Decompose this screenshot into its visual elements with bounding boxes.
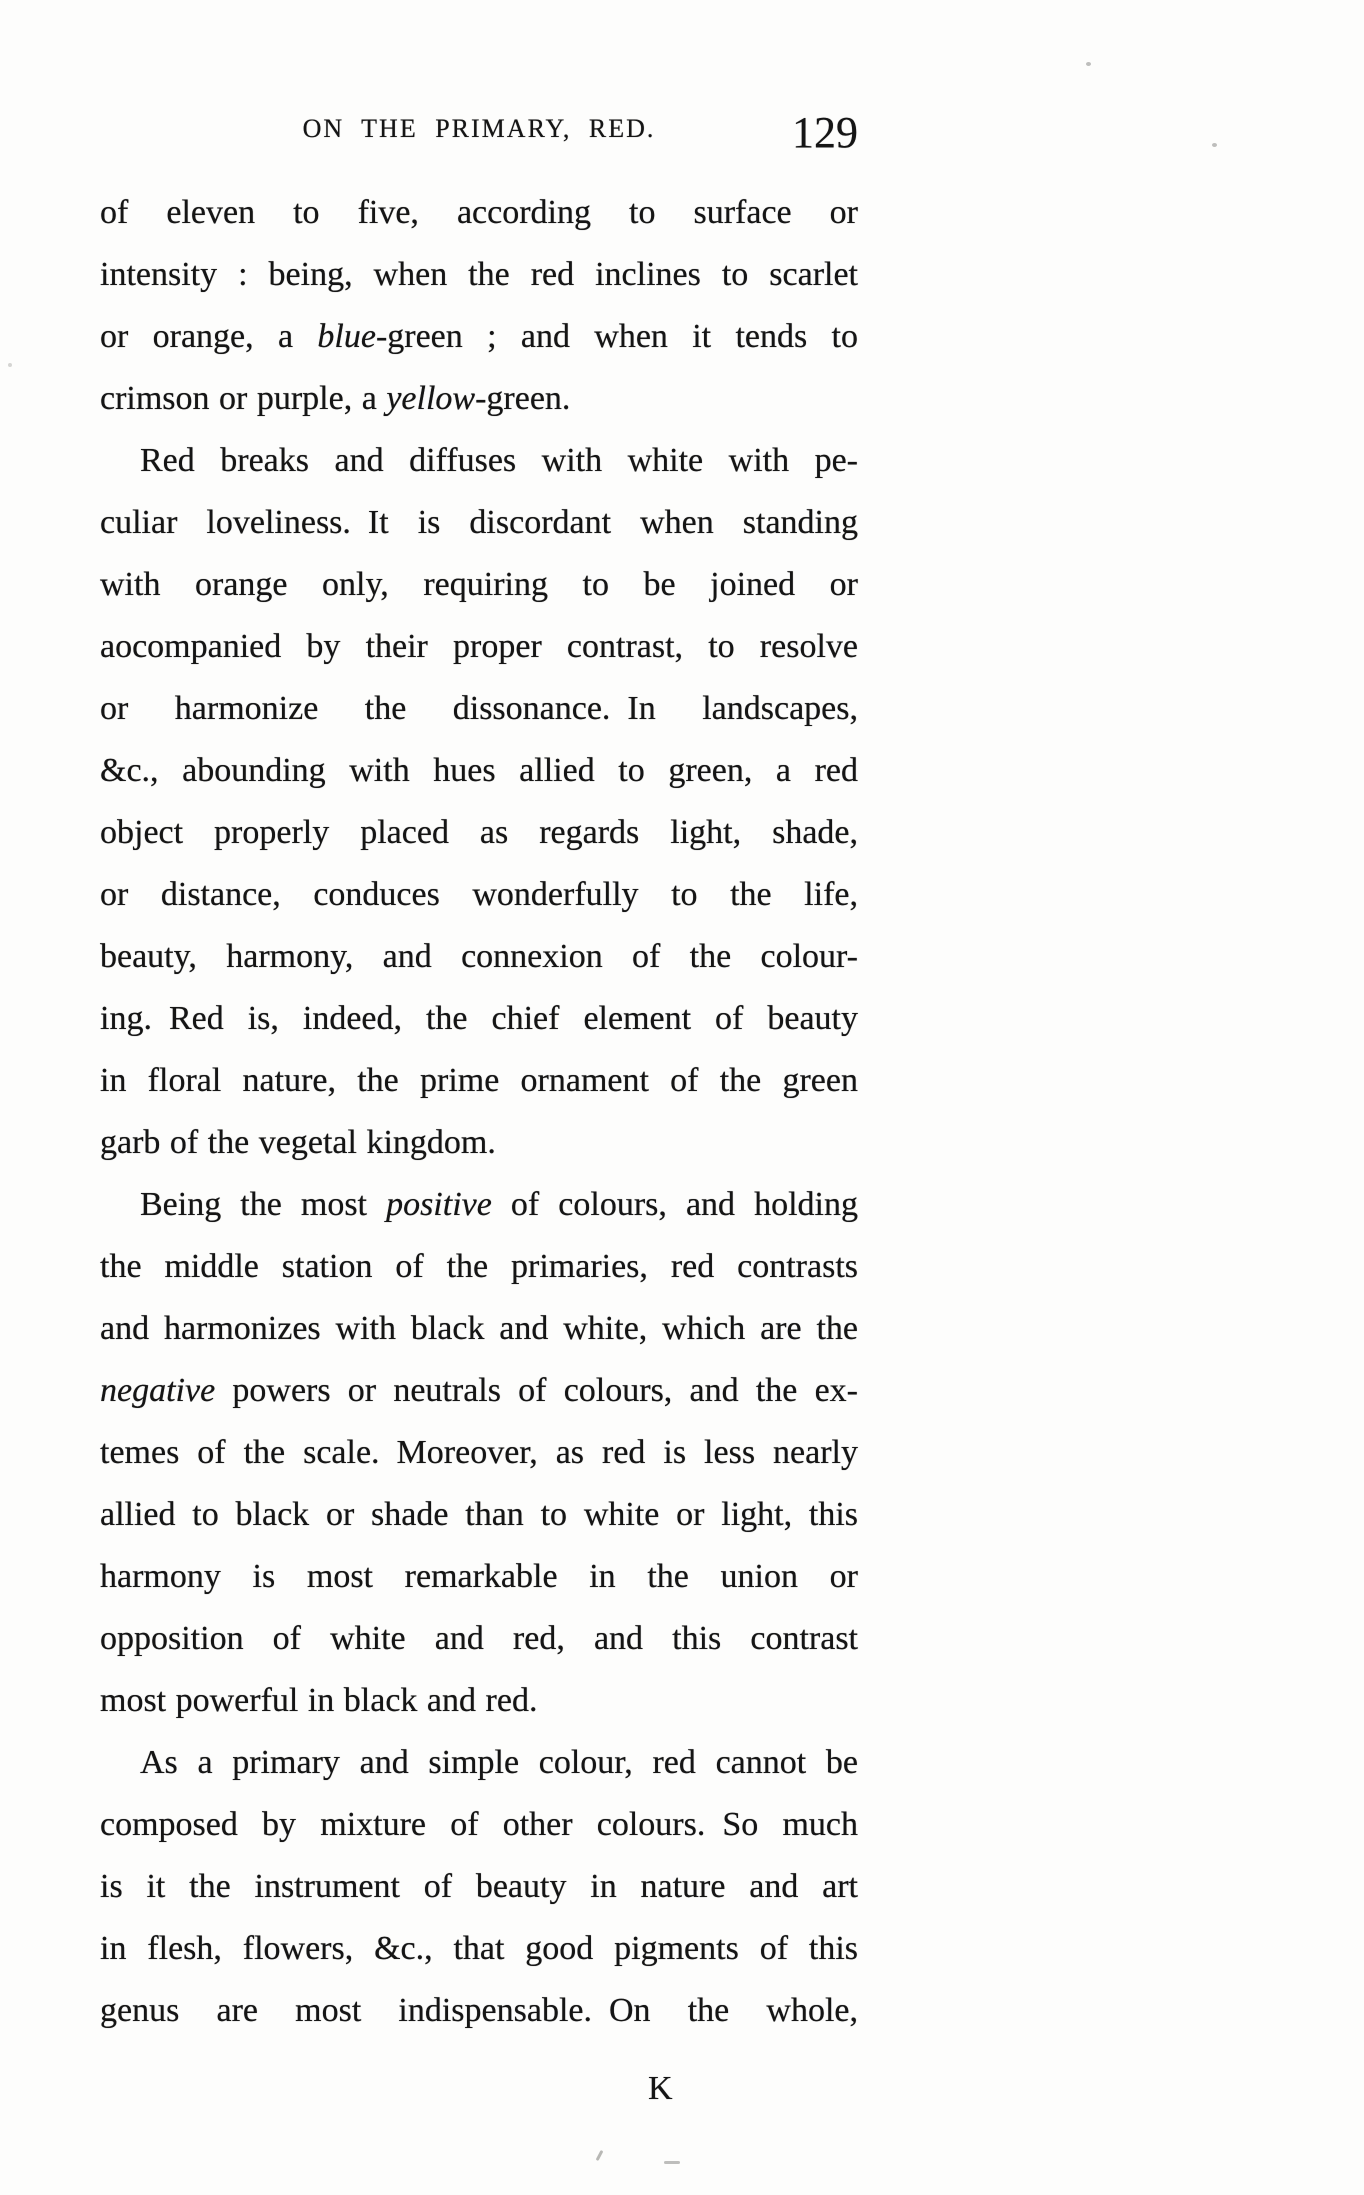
text-segment: with orange only, requiring to be joined or: [100, 566, 858, 603]
text-line: [100, 1298, 858, 1360]
text-line: [100, 678, 858, 740]
italic-text: positive: [386, 1186, 492, 1223]
text-line: [100, 1980, 858, 2042]
italic-text: blue: [317, 318, 376, 355]
text-line: [100, 1856, 858, 1918]
text-line: [100, 1236, 858, 1298]
text-line: [100, 616, 858, 678]
text-line: [100, 1608, 858, 1670]
text-segment: &c., abounding with hues allied to green, a red: [100, 752, 858, 789]
text-segment: in floral nature, the prime ornament of the green: [100, 1062, 858, 1099]
text-segment: aocompanied by their proper contrast, to resolve: [100, 628, 858, 665]
text-line: [100, 244, 858, 306]
text-segment: ing. Red is, indeed, the chief element of beauty: [100, 1000, 858, 1037]
text-line: [100, 554, 858, 616]
text-line: [100, 1794, 858, 1856]
text-segment: powers or neutrals of colours, and the ex-: [215, 1372, 858, 1409]
text-segment: composed by mixture of other colours. So much: [100, 1806, 858, 1843]
text-line: [100, 182, 858, 244]
scan-artifact: [596, 2150, 604, 2161]
text-segment: Being the most: [140, 1186, 387, 1223]
text-line: [100, 1732, 858, 1794]
text-line: [100, 988, 858, 1050]
text-segment: temes of the scale. Moreover, as red is less nearly: [100, 1434, 858, 1471]
text-line: [100, 1918, 858, 1980]
text-line: [100, 430, 858, 492]
text-line: [100, 802, 858, 864]
text-line: [100, 1050, 858, 1112]
italic-text: yellow: [386, 380, 476, 417]
text-line: [100, 1360, 858, 1422]
text-line: [100, 740, 858, 802]
text-segment: -green.: [475, 380, 571, 417]
paragraph: [100, 1732, 858, 2042]
text-segment: in flesh, flowers, &c., that good pigments of this: [100, 1930, 858, 1967]
text-segment: Red breaks and diffuses with white with pe-: [140, 442, 858, 479]
text-segment: crimson or purple, a: [100, 380, 387, 417]
text-segment: harmony is most remarkable in the union or: [100, 1558, 858, 1595]
text-line: [100, 306, 858, 368]
text-segment: or orange, a: [100, 318, 318, 355]
text-segment: culiar loveliness. It is discordant when standing: [100, 504, 858, 541]
paragraph: [100, 182, 858, 430]
scan-artifact: [1086, 62, 1091, 66]
text-segment: allied to black or shade than to white or light, this: [100, 1496, 858, 1533]
text-segment: of eleven to five, according to surface or: [100, 194, 858, 231]
scan-artifact: [1212, 143, 1217, 147]
signature-mark: K: [648, 2070, 673, 2107]
text-line: [100, 1112, 858, 1174]
paragraph: [100, 1174, 858, 1732]
text-segment: or harmonize the dissonance. In landscapes,: [100, 690, 858, 727]
text-segment: -green ; and when it tends to: [375, 318, 858, 355]
page-header: [100, 0, 858, 160]
text-line: [100, 368, 858, 430]
page-number: 129: [792, 108, 858, 157]
text-segment: of colours, and holding: [491, 1186, 858, 1223]
text-line: [100, 864, 858, 926]
text-segment: and harmonizes with black and white, which are the: [100, 1310, 858, 1347]
text-segment: garb of the vegetal kingdom.: [100, 1124, 496, 1161]
italic-text: negative: [100, 1372, 216, 1409]
text-segment: most powerful in black and red.: [100, 1682, 538, 1719]
text-segment: genus are most indispensable. On the whole,: [100, 1992, 858, 2029]
text-line: [100, 926, 858, 988]
text-line: [100, 1484, 858, 1546]
text-segment: opposition of white and red, and this contrast: [100, 1620, 858, 1657]
text-line: [100, 1174, 858, 1236]
text-segment: As a primary and simple colour, red cannot be: [140, 1744, 858, 1781]
text-line: [100, 1546, 858, 1608]
text-line: [100, 1422, 858, 1484]
text-line: [100, 1670, 858, 1732]
text-segment: or distance, conduces wonderfully to the life,: [100, 876, 858, 913]
text-segment: the middle station of the primaries, red contrasts: [100, 1248, 858, 1285]
body-text: [100, 182, 858, 2042]
text-segment: is it the instrument of beauty in nature and art: [100, 1868, 858, 1905]
text-segment: beauty, harmony, and connexion of the colour-: [100, 938, 858, 975]
scan-artifact: [8, 363, 12, 367]
running-title: ON THE PRIMARY, RED.: [302, 114, 656, 143]
text-segment: object properly placed as regards light, shade,: [100, 814, 858, 851]
text-line: [100, 492, 858, 554]
text-segment: intensity : being, when the red inclines to scarlet: [100, 256, 858, 293]
scan-artifact: [664, 2161, 680, 2164]
paragraph: [100, 430, 858, 1174]
